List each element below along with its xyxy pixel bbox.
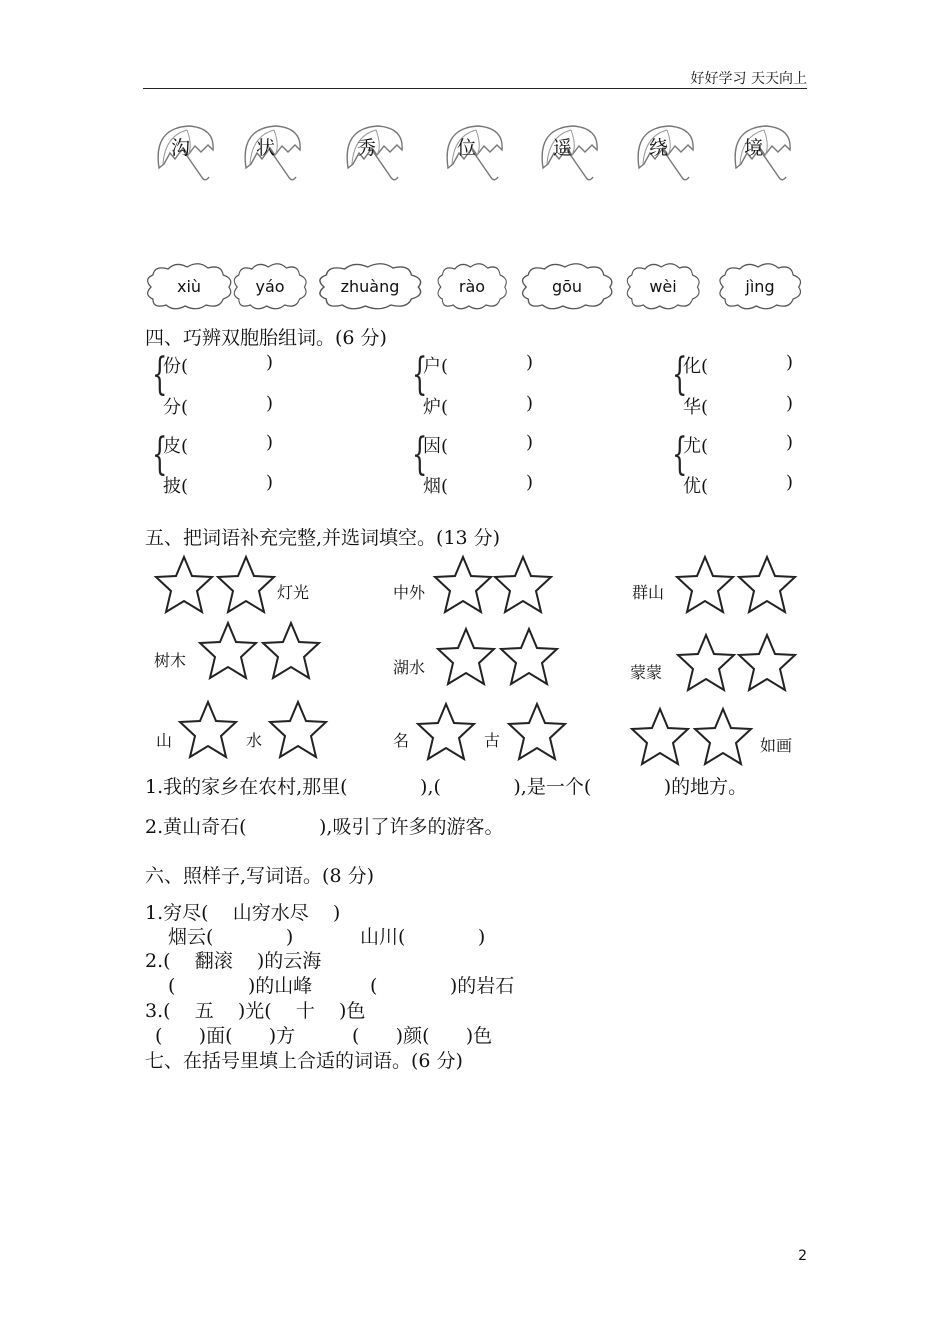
star-label: 水	[246, 731, 263, 750]
pair-word: 皮(	[163, 436, 189, 457]
umbrella-char: 绕	[649, 137, 669, 159]
section-5-title: 五、把词语补充完整,并选词填空。(13 分)	[145, 527, 501, 549]
section-6-line: ( )的山峰	[168, 975, 313, 997]
page-number: 2	[798, 1248, 807, 1264]
brace: {	[672, 429, 688, 480]
brace: {	[152, 429, 168, 480]
pair-close: )	[526, 393, 534, 414]
star-label: 蒙蒙	[630, 663, 663, 682]
star-icon-2	[218, 557, 274, 612]
star-icon-6	[739, 557, 795, 612]
umbrella-char: 状	[256, 137, 276, 159]
star-label: 群山	[632, 583, 665, 602]
star-icon-17	[632, 709, 688, 764]
pair-word: 炉(	[423, 397, 449, 418]
cloud-pinyin: rào	[458, 277, 486, 296]
star-icon-3	[435, 557, 491, 612]
section-7-title: 七、在括号里填上合适的词语。(6 分)	[145, 1050, 463, 1072]
pair-word: 尤(	[683, 436, 709, 457]
pair-close: )	[266, 432, 274, 453]
section-6-line: ( )的岩石	[370, 975, 515, 997]
star-label: 中外	[393, 583, 426, 602]
star-icon-14	[270, 702, 326, 757]
section-6-line: 2.( 翻滚 )的云海	[145, 950, 322, 972]
pair-word: 份(	[163, 356, 189, 377]
pair-close: )	[786, 352, 794, 373]
cloud-pinyin: xiù	[176, 277, 202, 296]
pair-word: 户(	[423, 356, 449, 377]
section-4-title: 四、巧辨双胞胎组词。(6 分)	[145, 327, 387, 349]
brace: {	[152, 349, 168, 400]
section-6-line: ( )面( )方	[155, 1025, 296, 1047]
section-5-q1: 1.我的家乡在农村,那里( ),( ),是一个( )的地方。	[145, 776, 748, 798]
pair-word: 披(	[163, 476, 189, 497]
pair-close: )	[526, 352, 534, 373]
section-6-line: 山川( )	[360, 926, 486, 948]
star-icon-1	[156, 557, 212, 612]
section-5-q2: 2.黄山奇石( ),吸引了许多的游客。	[145, 816, 504, 838]
umbrella-char: 秀	[357, 137, 377, 159]
star-icon-12	[739, 635, 795, 690]
section-6-title: 六、照样子,写词语。(8 分)	[145, 865, 374, 887]
star-label: 古	[484, 731, 501, 750]
cloud-pinyin: gōu	[551, 277, 583, 296]
pair-word: 因(	[423, 436, 449, 457]
star-icon-13	[180, 702, 236, 757]
umbrella-char: 位	[457, 137, 477, 159]
pair-word: 分(	[163, 397, 189, 418]
pair-close: )	[266, 472, 274, 493]
pair-close: )	[786, 472, 794, 493]
pair-close: )	[786, 432, 794, 453]
pair-word: 化(	[683, 356, 709, 377]
pair-close: )	[526, 472, 534, 493]
star-icon-10	[501, 629, 557, 684]
star-label: 灯光	[277, 583, 310, 602]
star-label: 山	[156, 731, 173, 750]
cloud-pinyin: zhuàng	[340, 277, 400, 296]
section-6-line: 3.( 五 )光( 十 )色	[145, 1000, 366, 1022]
cloud-pinyin: wèi	[649, 277, 677, 296]
section-6-line: 烟云( )	[168, 926, 294, 948]
star-label: 湖水	[393, 658, 426, 677]
pair-word: 华(	[683, 397, 709, 418]
star-label: 树木	[154, 651, 187, 670]
section-6-line: ( )颜( )色	[352, 1025, 493, 1047]
star-icon-18	[695, 709, 751, 764]
star-icon-11	[678, 635, 734, 690]
pair-word: 优(	[683, 476, 709, 497]
star-label: 如画	[760, 736, 793, 755]
star-icon-7	[200, 623, 256, 678]
star-icon-5	[677, 557, 733, 612]
umbrella-char: 境	[744, 137, 764, 159]
star-icon-8	[263, 623, 319, 678]
star-icon-16	[509, 704, 565, 759]
brace: {	[412, 429, 428, 480]
pair-close: )	[786, 393, 794, 414]
pair-word: 烟(	[423, 476, 449, 497]
umbrella-char: 沟	[171, 137, 191, 159]
star-icon-4	[495, 557, 551, 612]
pair-close: )	[526, 432, 534, 453]
star-icon-9	[438, 629, 494, 684]
page-header: 好好学习 天天向上	[690, 71, 807, 87]
section-6-line: 1.穷尽( 山穷水尽 )	[145, 902, 341, 924]
star-icon-15	[418, 704, 474, 759]
brace: {	[412, 349, 428, 400]
pair-close: )	[266, 393, 274, 414]
cloud-pinyin: jìng	[745, 277, 775, 296]
brace: {	[672, 349, 688, 400]
umbrella-char: 遥	[553, 137, 573, 159]
cloud-pinyin: yáo	[255, 277, 285, 296]
star-label: 名	[393, 731, 410, 750]
pair-close: )	[266, 352, 274, 373]
